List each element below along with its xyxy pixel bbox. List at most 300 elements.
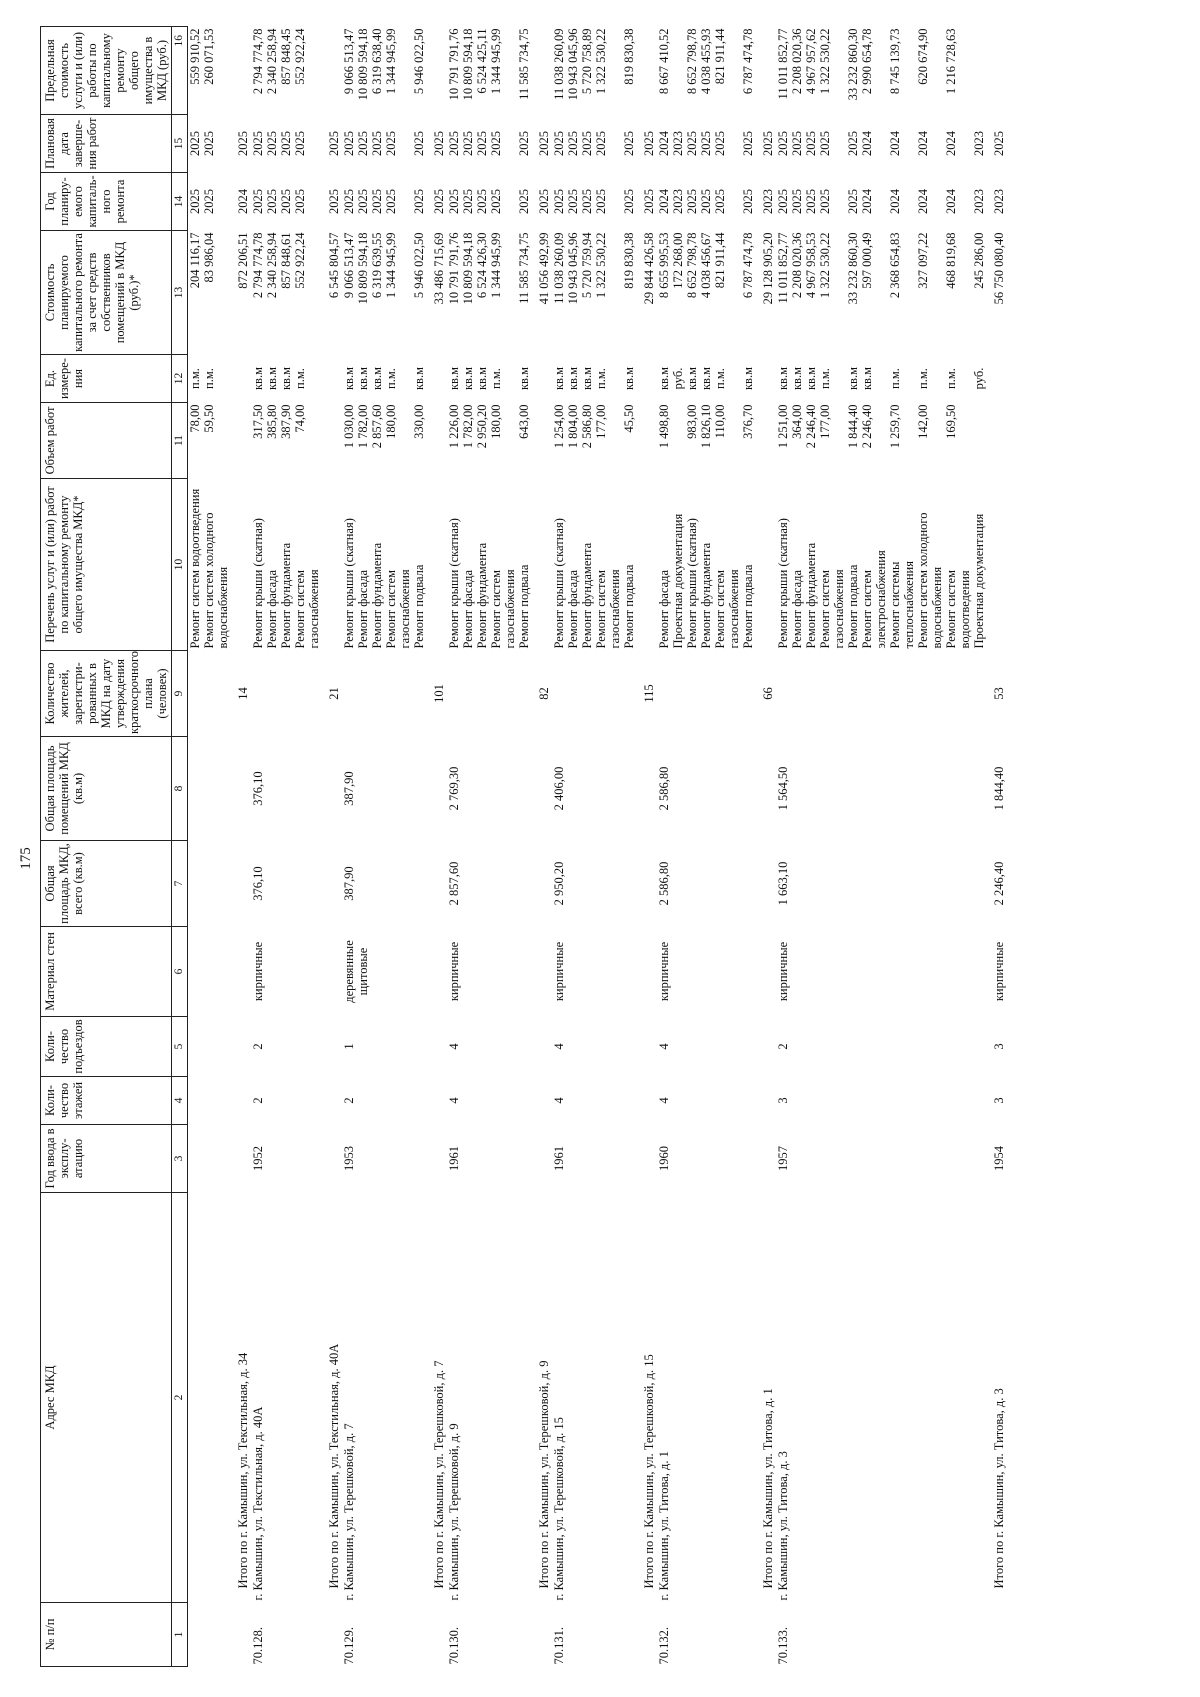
works-list-line: Проектная документация — [971, 513, 986, 649]
area-total: 376,10 — [250, 866, 265, 901]
works-list — [187, 479, 230, 651]
total-year: 2025 — [641, 189, 656, 214]
unit-list-line — [930, 357, 944, 401]
cost-list-line: 1 344 945,99 — [383, 232, 398, 299]
end-date-list — [250, 115, 321, 173]
volume-list-line: 330,00 — [411, 404, 426, 439]
entrances: 2 — [250, 1043, 265, 1050]
empty-cell — [531, 841, 551, 927]
header-col-14: Год планиру-емого капиталь-ного ремонта — [41, 173, 172, 231]
final-repair-year: 2023 — [991, 189, 1006, 214]
end-date-list-line — [874, 117, 888, 171]
works-list-line: Ремонт систем — [712, 570, 727, 649]
empty-cell — [187, 737, 230, 841]
volume-list-line: 142,00 — [915, 404, 930, 439]
empty-cell — [755, 27, 775, 115]
repair-year-list-line — [727, 175, 741, 229]
end-date-list-line — [958, 117, 972, 171]
repair-year-list-line — [874, 175, 888, 229]
building-address: г. Камышин, ул. Терешковой, д. 9 — [446, 1423, 461, 1601]
limit-cost-list-line: 4 038 455,93 — [698, 28, 713, 95]
wall-material: кирпичные — [250, 941, 265, 1002]
unit-list-line: кв.м — [355, 367, 370, 391]
empty-cell — [321, 355, 341, 403]
total-end: 2025 — [760, 131, 775, 156]
unit-list-line: п.м. — [292, 368, 307, 389]
col-number-6: 6 — [172, 927, 188, 1017]
empty-cell — [230, 737, 250, 841]
empty-cell — [187, 1017, 230, 1077]
col-number-9: 9 — [172, 651, 188, 737]
repair-year-list-line: 2023 — [971, 189, 986, 214]
col-number-10: 10 — [172, 479, 188, 651]
header-col-16: Предельная стоимость услуги и (или) работы по капитальному ремонту общего имущества в МКД (руб.) — [41, 27, 172, 115]
limit-cost-list-line: 10 791 791,76 — [446, 28, 461, 101]
col-number-3: 3 — [172, 1125, 188, 1193]
final-residents: 53 — [991, 687, 1006, 700]
repair-year-list-line: 2025 — [845, 189, 860, 214]
cost-list-line: 6 787 474,78 — [740, 232, 755, 299]
cost-list-line — [503, 233, 517, 353]
end-date-list-line: 2024 — [943, 131, 958, 156]
unit-list-line: кв.м — [803, 367, 818, 391]
total-label: Итого по г. Камышин, ул. Терешковой, д. 15 — [641, 1354, 656, 1589]
total-residents: 66 — [760, 687, 775, 700]
end-date-list-line: 2025 — [565, 131, 580, 156]
unit-list-line: кв.м — [845, 367, 860, 391]
volume-list-line: 177,00 — [593, 404, 608, 439]
works-list-line: Ремонт фасада — [355, 569, 370, 649]
build-year: 1953 — [341, 1146, 356, 1171]
build-year: 1961 — [551, 1146, 566, 1171]
unit-list — [446, 355, 531, 403]
works-list-line: газоснабжения — [397, 569, 412, 649]
empty-cell — [986, 403, 1006, 479]
empty-cell — [636, 841, 656, 927]
total-end: 2025 — [536, 131, 551, 156]
works-list-line: Ремонт систем — [383, 570, 398, 649]
cost-list-line — [307, 233, 321, 353]
works-list-line: Ремонт систем — [817, 570, 832, 649]
unit-list-line — [832, 357, 846, 401]
limit-cost-list-line — [930, 29, 944, 113]
header-col-10: Перечень услуг и (или) работ по капитальному ремонту общего имущества МКД* — [41, 479, 172, 651]
limit-cost-list — [551, 27, 636, 115]
limit-cost-list-line: 6 319 638,40 — [369, 28, 384, 95]
limit-cost-list-line: 33 232 860,30 — [845, 28, 860, 101]
total-end: 2025 — [641, 131, 656, 156]
limit-cost-list — [250, 27, 321, 115]
limit-cost-list-line — [727, 29, 741, 113]
volume-list-line: 643,00 — [516, 404, 531, 439]
cost-list-line: 6 524 426,30 — [474, 232, 489, 299]
column-number-row — [172, 27, 188, 1667]
cost-list-line: 10 791 791,76 — [446, 232, 461, 305]
limit-cost-list-line: 821 911,44 — [712, 28, 727, 85]
end-date-list-line: 2025 — [551, 131, 566, 156]
volume-list-line: 1 259,70 — [887, 404, 902, 449]
final-total-label: Итого по г. Камышин, ул. Титова, д. 3 — [991, 1388, 1006, 1589]
volume-list — [341, 403, 426, 479]
header-col-1: № п/п — [41, 1603, 172, 1667]
limit-cost-list-line: 8 652 798,78 — [684, 28, 699, 95]
works-list-line: теплоснабжения — [901, 561, 916, 649]
cost-list-line: 857 848,61 — [278, 232, 293, 289]
repair-year-list-line: 2025 — [187, 189, 202, 214]
end-date-list-line: 2025 — [488, 131, 503, 156]
final-entrances: 3 — [991, 1043, 1006, 1050]
end-date-list-line: 2025 — [187, 131, 202, 156]
cost-list-line — [608, 233, 622, 353]
repair-year-list-line: 2024 — [943, 189, 958, 214]
works-list-line: газоснабжения — [502, 569, 517, 649]
unit-list — [187, 355, 230, 403]
volume-list-line: 180,00 — [383, 404, 398, 439]
limit-cost-list-line: 5 946 022,50 — [411, 28, 426, 95]
col-number-16: 16 — [172, 27, 188, 115]
works-list-line: Ремонт фундамента — [369, 542, 384, 649]
volume-list-line — [874, 405, 888, 477]
floors: 4 — [551, 1097, 566, 1104]
area-total: 2 857,60 — [446, 861, 461, 906]
cost-list-line: 245 286,00 — [971, 232, 986, 289]
empty-cell — [636, 479, 656, 651]
col-number-1: 1 — [172, 1603, 188, 1667]
building-address: г. Камышин, ул. Терешковой, д. 15 — [551, 1417, 566, 1601]
repair-year-list-line: 2025 — [565, 189, 580, 214]
cost-list-line — [930, 233, 944, 353]
end-date-list-line — [727, 117, 741, 171]
end-date-list-line: 2023 — [670, 131, 685, 156]
cost-list-line — [832, 233, 846, 353]
works-list-line: Ремонт фундамента — [278, 542, 293, 649]
works-list-line: Ремонт фасада — [789, 569, 804, 649]
volume-list-line — [972, 405, 986, 477]
end-date-list-line: 2024 — [859, 131, 874, 156]
works-list-line: Ремонт подвала — [411, 564, 426, 649]
limit-cost-list-line — [503, 29, 517, 113]
repair-year-list-line: 2024 — [887, 189, 902, 214]
volume-list-line — [832, 405, 846, 477]
repair-year-list-line: 2024 — [859, 189, 874, 214]
works-list-line: Ремонт фундамента — [803, 542, 818, 649]
floors: 2 — [341, 1097, 356, 1104]
volume-list — [446, 403, 531, 479]
total-cost: 33 486 715,69 — [431, 232, 446, 305]
unit-list-line: кв.м — [565, 367, 580, 391]
unit-list-line: руб. — [971, 367, 986, 390]
unit-list-line: кв.м — [656, 367, 671, 391]
wall-material: кирпичные — [656, 941, 671, 1002]
volume-list-line: 2 246,40 — [803, 404, 818, 449]
end-date-list-line: 2025 — [292, 131, 307, 156]
limit-cost-list-line: 5 720 758,89 — [579, 28, 594, 95]
cost-list-line: 5 720 759,94 — [579, 232, 594, 299]
area-rooms: 2 586,80 — [656, 766, 671, 811]
cost-list-line: 5 946 022,50 — [411, 232, 426, 299]
limit-cost-list-line — [608, 29, 622, 113]
limit-cost-list-line: 8 667 410,52 — [656, 28, 671, 95]
end-date-list-line: 2025 — [383, 131, 398, 156]
unit-list — [341, 355, 426, 403]
total-residents: 82 — [536, 687, 551, 700]
cost-list-line: 6 319 639,55 — [369, 232, 384, 299]
limit-cost-list-line — [902, 29, 916, 113]
unit-list-line: кв.м — [621, 367, 636, 391]
end-date-list — [341, 115, 426, 173]
empty-cell — [531, 927, 551, 1017]
unit-list-line: кв.м — [250, 367, 265, 391]
limit-cost-list-line — [958, 29, 972, 113]
limit-cost-list-line: 8 745 139,73 — [887, 28, 902, 95]
unit-list — [250, 355, 321, 403]
works-list-line: водоотведения — [957, 570, 972, 649]
unit-list-line: кв.м — [684, 367, 699, 391]
limit-cost-list — [341, 27, 426, 115]
limit-cost-list-line — [874, 29, 888, 113]
repair-year-list — [341, 173, 426, 231]
limit-cost-list — [775, 27, 986, 115]
limit-cost-list-line: 9 066 513,47 — [341, 28, 356, 95]
total-year: 2025 — [431, 189, 446, 214]
unit-list-line: п.м. — [712, 368, 727, 389]
volume-list-line: 2 246,40 — [859, 404, 874, 449]
entrances: 4 — [656, 1043, 671, 1050]
repair-year-list — [187, 173, 230, 231]
works-list-line: Ремонт подвала — [516, 564, 531, 649]
empty-cell — [531, 479, 551, 651]
end-date-list-line: 2025 — [201, 131, 216, 156]
total-residents: 21 — [326, 687, 341, 700]
empty-cell — [755, 1603, 775, 1667]
repair-year-list — [446, 173, 531, 231]
repair-year-list-line: 2024 — [656, 189, 671, 214]
empty-cell — [187, 1125, 230, 1193]
total-row — [321, 27, 341, 1667]
unit-list-line: п.м. — [817, 368, 832, 389]
capital-repair-table — [40, 26, 1006, 1667]
repair-year-list-line: 2025 — [698, 189, 713, 214]
empty-cell — [426, 355, 446, 403]
works-list-line: Ремонт систем — [593, 570, 608, 649]
works-list — [250, 479, 321, 651]
volume-list-line: 376,70 — [740, 404, 755, 439]
repair-year-list-line: 2025 — [383, 189, 398, 214]
area-rooms: 2 769,30 — [446, 766, 461, 811]
floors: 2 — [250, 1097, 265, 1104]
area-rooms: 387,90 — [341, 771, 356, 806]
cost-list — [341, 231, 426, 355]
empty-cell — [426, 1125, 446, 1193]
repair-year-list-line: 2025 — [789, 189, 804, 214]
empty-cell — [321, 1077, 341, 1125]
volume-list-line — [902, 405, 916, 477]
limit-cost-list-line — [671, 29, 685, 113]
end-date-list-line: 2025 — [278, 131, 293, 156]
limit-cost-list-line: 1 344 945,99 — [488, 28, 503, 95]
works-list-line: Ремонт фасада — [460, 569, 475, 649]
unit-list-line — [902, 357, 916, 401]
volume-list-line: 177,00 — [817, 404, 832, 439]
cost-list-line: 9 066 513,47 — [341, 232, 356, 299]
limit-cost-list-line — [307, 29, 321, 113]
unit-list-line: руб. — [670, 367, 685, 390]
volume-list — [187, 403, 230, 479]
end-date-list-line — [307, 117, 321, 171]
empty-cell — [230, 355, 250, 403]
row-number: 70.128. — [250, 1627, 265, 1665]
build-year: 1961 — [446, 1146, 461, 1171]
limit-cost-list-line: 2 208 020,36 — [789, 28, 804, 95]
end-date-list — [775, 115, 986, 173]
works-list-line: Ремонт крыши (скатная) — [684, 518, 699, 649]
col-number-7: 7 — [172, 841, 188, 927]
limit-cost-list-line: 1 322 530,22 — [817, 28, 832, 95]
empty-cell — [230, 1017, 250, 1077]
build-year: 1957 — [775, 1146, 790, 1171]
repair-year-list-line: 2025 — [551, 189, 566, 214]
limit-cost-list-line: 2 794 774,78 — [250, 28, 265, 95]
wall-material: кирпичные — [775, 941, 790, 1002]
header-col-7: Общая площадь МКД, всего (кв.м) — [41, 841, 172, 927]
empty-cell — [426, 927, 446, 1017]
end-date-list — [551, 115, 636, 173]
cost-list-line: 552 922,24 — [292, 232, 307, 289]
works-list-line: Ремонт фундамента — [474, 542, 489, 649]
final-build-year: 1954 — [991, 1146, 1006, 1171]
works-list — [775, 479, 986, 651]
repair-year-list-line: 2023 — [670, 189, 685, 214]
empty-cell — [755, 737, 775, 841]
empty-cell — [321, 927, 341, 1017]
total-year: 2025 — [536, 189, 551, 214]
volume-list-line: 364,00 — [789, 404, 804, 439]
end-date-list-line: 2025 — [341, 131, 356, 156]
repair-year-list — [250, 173, 321, 231]
repair-year-list-line: 2025 — [593, 189, 608, 214]
end-date-list-line: 2023 — [971, 131, 986, 156]
end-date-list-line: 2025 — [789, 131, 804, 156]
empty-cell — [426, 479, 446, 651]
cost-list-line — [902, 233, 916, 353]
volume-list-line: 169,50 — [943, 404, 958, 439]
cost-list-line: 1 344 945,99 — [488, 232, 503, 299]
building-row — [250, 27, 321, 1667]
building-address: г. Камышин, ул. Текстильная, д. 40А — [250, 1406, 265, 1601]
end-date-list-line: 2025 — [684, 131, 699, 156]
works-list-line: Ремонт систем — [488, 570, 503, 649]
limit-cost-list-line: 10 809 594,18 — [460, 28, 475, 101]
volume-list-line — [930, 405, 944, 477]
cost-list-line: 1 322 530,22 — [817, 232, 832, 299]
empty-cell — [321, 403, 341, 479]
unit-list-line: кв.м — [516, 367, 531, 391]
works-list-line: Ремонт крыши (скатная) — [551, 518, 566, 649]
residents — [656, 651, 755, 737]
empty-cell — [230, 1603, 250, 1667]
end-date-list-line: 2024 — [915, 131, 930, 156]
unit-list — [656, 355, 755, 403]
total-row — [426, 27, 446, 1667]
cost-list-line: 597 000,49 — [859, 232, 874, 289]
unit-list-line: кв.м — [474, 367, 489, 391]
limit-cost-list-line: 620 674,90 — [915, 28, 930, 85]
total-year: 2025 — [326, 189, 341, 214]
limit-cost-list-line: 552 922,24 — [292, 28, 307, 85]
empty-cell — [426, 1017, 446, 1077]
limit-cost-list — [187, 27, 230, 115]
repair-year-list-line: 2025 — [250, 189, 265, 214]
volume-list-line: 45,50 — [621, 404, 636, 433]
works-list-line: Проектная документация — [670, 513, 685, 649]
volume-list — [551, 403, 636, 479]
repair-year-list-line: 2025 — [446, 189, 461, 214]
limit-cost-list-line: 1 344 945,99 — [383, 28, 398, 95]
header-col-9: Количество жителей, зарегистри-рованных в МКД на дату утверждения краткосрочного плана (человек) — [41, 651, 172, 737]
unit-list-line: кв.м — [460, 367, 475, 391]
unit-list-line: кв.м — [789, 367, 804, 391]
end-date-list-line — [398, 117, 412, 171]
build-year: 1952 — [250, 1146, 265, 1171]
unit-list — [551, 355, 636, 403]
repair-year-list — [775, 173, 986, 231]
repair-year-list-line — [930, 175, 944, 229]
limit-cost-list-line: 6 524 425,11 — [474, 28, 489, 94]
limit-cost-list-line: 10 943 045,96 — [565, 28, 580, 101]
repair-year-list-line — [832, 175, 846, 229]
works-list-line: Ремонт систем холодного — [915, 512, 930, 649]
volume-list-line — [958, 405, 972, 477]
volume-list-line: 74,00 — [292, 404, 307, 433]
end-date-list-line — [902, 117, 916, 171]
wall-material: кирпичные — [551, 941, 566, 1002]
works-list-line: Ремонт подвала — [740, 564, 755, 649]
empty-cell — [986, 27, 1006, 115]
limit-cost-list — [446, 27, 531, 115]
col-number-11: 11 — [172, 403, 188, 479]
repair-year-list-line: 2025 — [292, 189, 307, 214]
volume-list-line: 1 254,00 — [551, 404, 566, 449]
header-col-12: Ед. измере-ния — [41, 355, 172, 403]
empty-cell — [230, 1125, 250, 1193]
cost-list-line: 11 038 260,09 — [551, 232, 566, 304]
end-date-list-line: 2025 — [775, 131, 790, 156]
empty-cell — [230, 1077, 250, 1125]
repair-year-list-line: 2025 — [411, 189, 426, 214]
final-area-rooms: 1 844,40 — [991, 766, 1006, 811]
total-end: 2025 — [326, 131, 341, 156]
empty-cell — [187, 927, 230, 1017]
header-col-8: Общая площадь помещений МКД (кв.м) — [41, 737, 172, 841]
volume-list — [250, 403, 321, 479]
empty-cell — [321, 1017, 341, 1077]
empty-cell — [426, 1603, 446, 1667]
unit-list-line: п.м. — [593, 368, 608, 389]
entrances: 4 — [551, 1043, 566, 1050]
limit-cost-list-line: 819 830,38 — [621, 28, 636, 85]
limit-cost-list-line: 2 990 654,78 — [859, 28, 874, 95]
repair-year-list-line: 2025 — [817, 189, 832, 214]
unit-list-line: кв.м — [698, 367, 713, 391]
works-list-line: газоснабжения — [726, 569, 741, 649]
unit-list-line — [503, 357, 517, 401]
works-list — [656, 479, 755, 651]
works-list-line: Ремонт систем водоотведения — [187, 488, 202, 649]
empty-cell — [986, 1603, 1006, 1667]
works-list-line: Ремонт систем холодного водоснабжения — [201, 512, 230, 649]
unit-list-line: кв.м — [859, 367, 874, 391]
end-date-list-line: 2025 — [579, 131, 594, 156]
